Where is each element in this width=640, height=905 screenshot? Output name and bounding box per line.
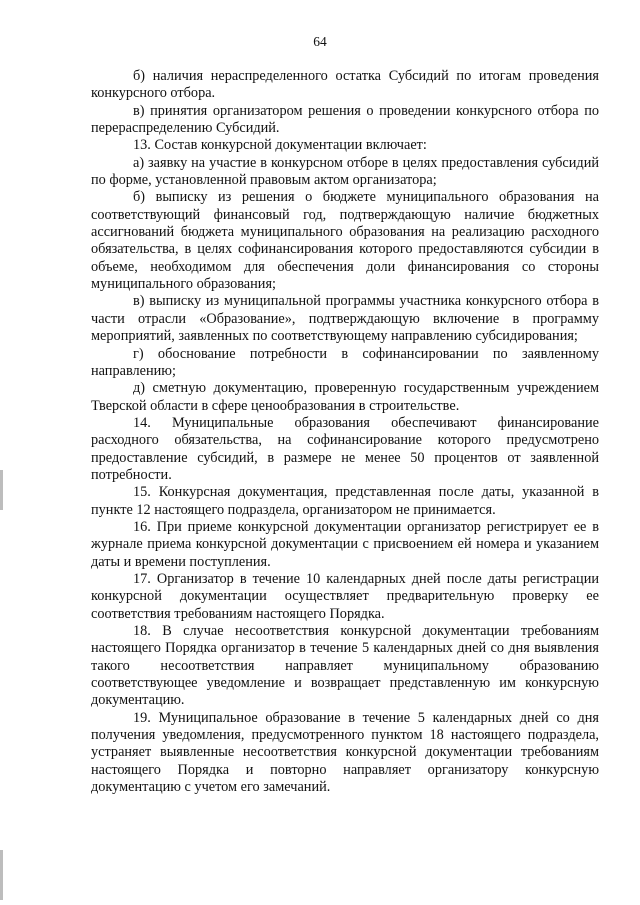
paragraph-13a-application: а) заявку на участие в конкурсном отборе в целях предоставления субсидий по форме, установленной правовым актом организатора;: [91, 154, 599, 189]
paragraph-v-redistribution-decision: в) принятия организатором решения о проведении конкурсного отбора по перераспределению Субсидий.: [91, 102, 599, 137]
scan-edge-mark-bottom: [0, 850, 3, 900]
paragraph-17-preliminary-check: 17. Организатор в течение 10 календарных дней после даты регистрации конкурсной документации осуществляет предварительную проверку ее соответствия требованиям настоящего Порядка.: [91, 570, 599, 622]
paragraph-18-nonconformity-notice: 18. В случае несоответствия конкурсной документации требованиям настоящего Порядка организатор в течение 5 календарных дней со дня выявления такого несоответствия направляет муниципальному образованию соответствующее уведомление и возвращает представленную им конкурсную документацию.: [91, 623, 599, 709]
paragraph-13v-program-extract: в) выписку из муниципальной программы участника конкурсного отбора в части отрасли «Образование», подтверждающую включение в программу мероприятий, заявленных по соответствующему направлению субсидирования;: [91, 293, 599, 345]
scan-edge-mark-top: [0, 470, 3, 510]
paragraph-13g-justification: г) обоснование потребности в софинансировании по заявленному направлению;: [91, 345, 599, 379]
paragraph-16-registration: 16. При приеме конкурсной документации организатор регистрирует ее в журнале приема конкурсной документации с присвоением ей номера и указанием даты и времени поступления.: [91, 518, 599, 570]
paragraph-13-documentation-contents: 13. Состав конкурсной документации включает:: [133, 137, 427, 154]
page-number: 64: [313, 34, 327, 49]
paragraph-14-cofinancing: 14. Муниципальные образования обеспечивают финансирование расходного обязательства, на софинансирование которого предусмотрено предоставление субсидий, в размере не менее 50 процентов от заявленной потребности.: [91, 414, 599, 483]
paragraph-13d-estimate-documentation: д) сметную документацию, проверенную государственным учреждением Тверской области в сфере ценообразования в строительстве.: [91, 380, 599, 414]
paragraph-b-unallocated-balance: б) наличия нераспределенного остатка Субсидий по итогам проведения конкурсного отбора.: [91, 68, 599, 102]
paragraph-13b-budget-extract: б) выписку из решения о бюджете муниципального образования на соответствующий финансовый год, подтверждающую наличие бюджетных ассигнований бюджета муниципального образования на реализацию расходного обязательства, в целях софинансирования которого предоставляются субсидии в объеме, необходимом для обеспечения доли финансирования со стороны муниципального образования;: [91, 189, 599, 293]
document-body: [91, 68, 599, 796]
paragraph-19-resubmission: 19. Муниципальное образование в течение 5 календарных дней со дня получения уведомления, предусмотренного пунктом 18 настоящего подраздела, устраняет выявленные несоответствия конкурсной документации требованиям настоящего Порядка и повторно направляет организатору конкурсную документацию с учетом его замечаний.: [91, 709, 599, 796]
paragraph-15-late-documentation: 15. Конкурсная документация, представленная после даты, указанной в пункте 12 настоящего подраздела, организатором не принимается.: [91, 484, 599, 518]
